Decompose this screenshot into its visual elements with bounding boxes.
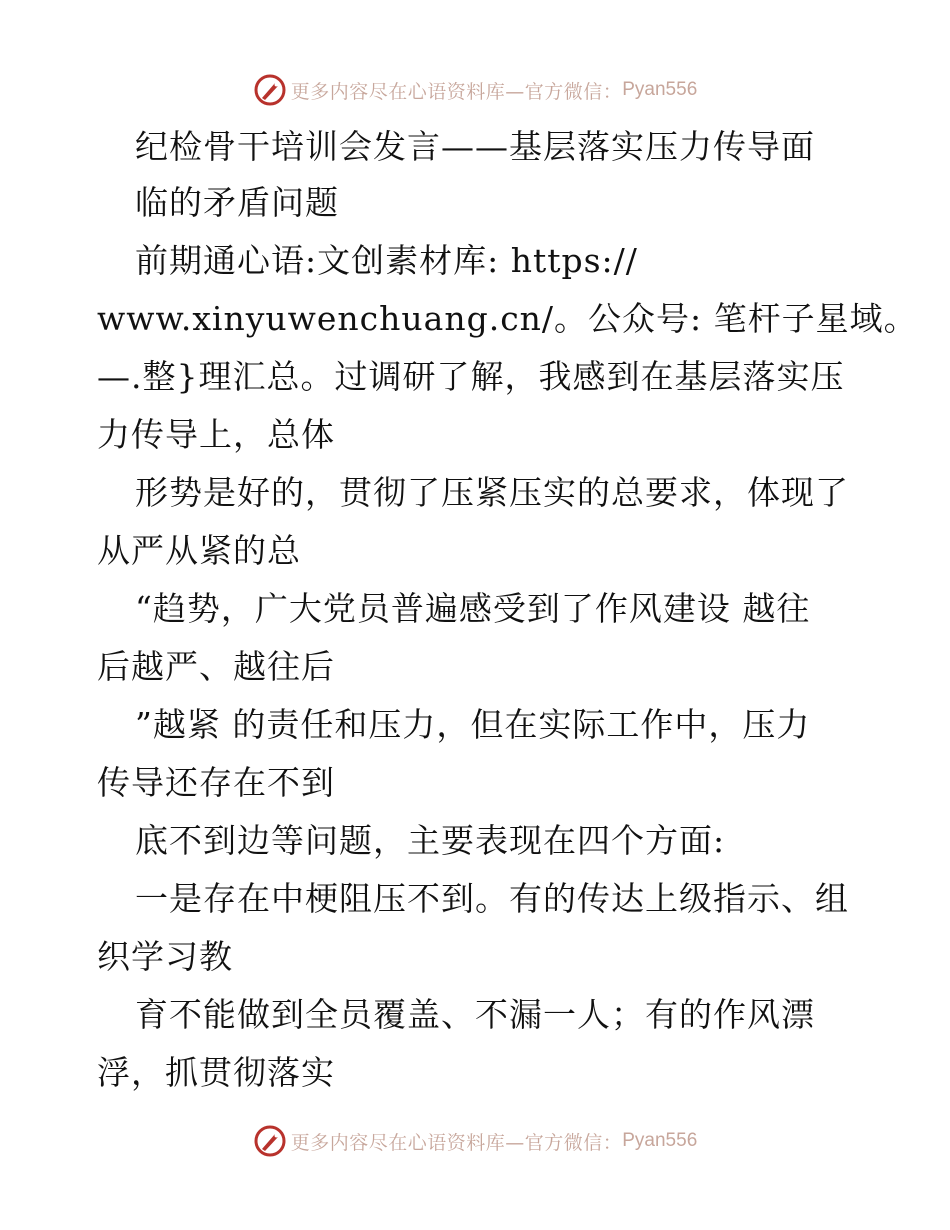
text-line: www.xinyuwenchuang.cn/。公众号: 笔杆子星域。 bbox=[97, 299, 918, 338]
text-line: 后越严、越往后 bbox=[97, 647, 335, 686]
watermark-account-id: Pyan556 bbox=[622, 79, 698, 100]
text-line: ”越紧 的责任和压力，但在实际工作中，压力 bbox=[135, 705, 811, 744]
header-watermark-banner bbox=[0, 70, 950, 110]
text-line: 纪检骨干培训会发言——基层落实压力传导面 bbox=[135, 127, 815, 166]
pen-nib-logo-icon bbox=[253, 73, 287, 107]
text-line: 从严从紧的总 bbox=[97, 531, 301, 570]
text-line: 育不能做到全员覆盖、不漏一人；有的作风漂 bbox=[135, 995, 815, 1034]
text-line: 底不到边等问题，主要表现在四个方面: bbox=[135, 821, 726, 860]
text-line: “趋势，广大党员普遍感受到了作风建设 越往 bbox=[135, 589, 811, 628]
text-line: 一是存在中梗阻压不到。有的传达上级指示、组 bbox=[135, 879, 849, 918]
text-line: —.整}理汇总。过调研了解，我感到在基层落实压 bbox=[97, 357, 845, 396]
text-line: 前期通心语:文创素材库: https:// bbox=[135, 241, 638, 280]
watermark-account-id: Pyan556 bbox=[622, 1130, 698, 1151]
watermark-promo-text: 更多内容尽在心语资料库—官方微信： bbox=[290, 1131, 623, 1154]
text-line: 织学习教 bbox=[97, 937, 233, 976]
document-body bbox=[97, 118, 918, 1102]
text-line: 力传导上，总体 bbox=[97, 415, 335, 454]
pen-nib-logo-icon bbox=[253, 1124, 287, 1158]
text-line: 浮，抓贯彻落实 bbox=[97, 1053, 335, 1092]
text-line: 临的矛盾问题 bbox=[135, 183, 339, 222]
text-line: 形势是好的，贯彻了压紧压实的总要求，体现了 bbox=[135, 473, 849, 512]
footer-watermark-banner bbox=[0, 1121, 950, 1161]
watermark-promo-text: 更多内容尽在心语资料库—官方微信： bbox=[290, 80, 623, 103]
text-line: 传导还存在不到 bbox=[97, 763, 335, 802]
